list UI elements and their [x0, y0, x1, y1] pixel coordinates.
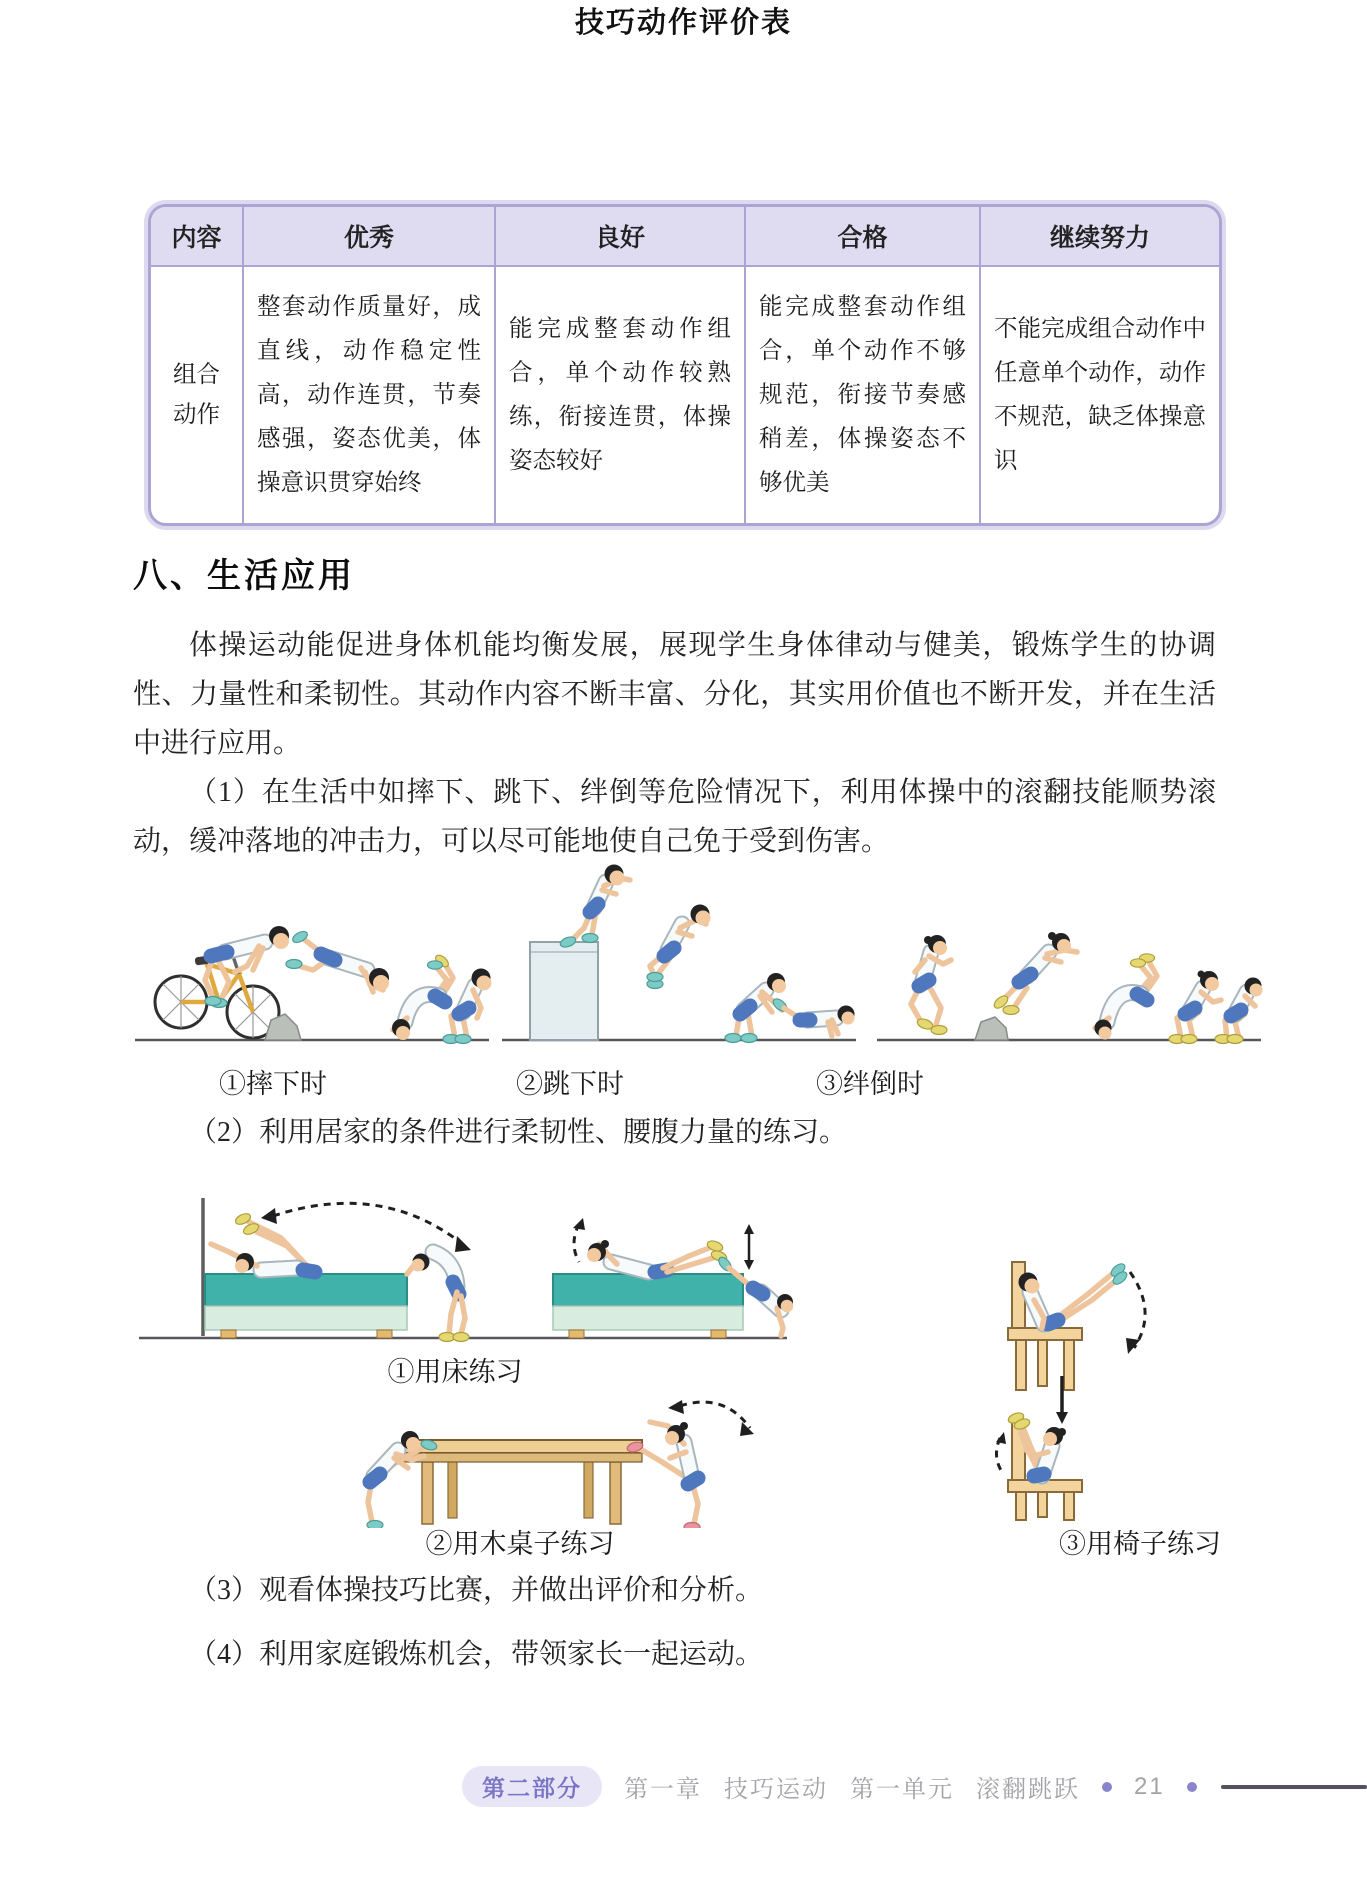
chair-practice-illustration	[988, 1228, 1288, 1523]
arc-arrow	[1130, 1272, 1145, 1348]
footer-chapter-name: 技巧运动	[724, 1776, 828, 1803]
figure-girl-superman	[587, 1239, 728, 1272]
figure-girl-rolling	[1095, 954, 1158, 1040]
col-header-pass: 合格	[745, 207, 980, 266]
figure-girl-side-stretch	[626, 1422, 700, 1528]
bed-practice-illustration	[133, 1158, 793, 1343]
paragraph-item-2: （2）利用居家的条件进行柔韧性、腰腹力量的练习。	[189, 1117, 848, 1148]
figure-girl-backbend	[407, 1252, 469, 1342]
figure-boy-rolling	[392, 953, 453, 1040]
bed-1	[205, 1274, 407, 1338]
figure-girl-crouch-1	[1169, 971, 1221, 1044]
tripping-illustration	[875, 850, 1265, 1050]
cell-effort: 不能完成组合动作中任意单个动作，动作不规范，缺乏体操意识	[980, 266, 1219, 523]
footer-dot	[1102, 1782, 1112, 1792]
caption-bed: ①用床练习	[387, 1357, 523, 1387]
fall-from-bike-illustration	[133, 850, 493, 1050]
paragraph-item-4: （4）利用家庭锻炼机会，带领家长一起运动。	[189, 1639, 764, 1670]
caption-trip: ③绊倒时	[816, 1069, 924, 1099]
figure-girl-running	[911, 935, 951, 1035]
cell-pass: 能完成整套动作组合，单个动作不够规范，衔接节奏感稍差，体操姿态不够优美	[745, 266, 980, 523]
paragraph-item-3: （3）观看体操技巧比赛，并做出评价和分析。	[189, 1575, 764, 1606]
footer-chapter: 第一章	[624, 1776, 702, 1803]
col-header-effort: 继续努力	[980, 207, 1219, 266]
caption-fall: ①摔下时	[219, 1069, 327, 1099]
caption-table: ②用木桌子练习	[425, 1529, 615, 1559]
arc-arrow	[273, 1203, 465, 1246]
table-practice-illustration	[330, 1378, 760, 1528]
footer-rule	[1221, 1785, 1367, 1789]
table-header-row	[151, 207, 1219, 266]
footer-unit-name: 滚翻跳跃	[976, 1776, 1080, 1803]
wooden-table	[402, 1440, 642, 1524]
box	[530, 942, 598, 1040]
bed-2	[553, 1274, 743, 1338]
page-footer	[462, 1766, 1367, 1807]
cell-excellent: 整套动作质量好，成直线，动作稳定性高，动作连贯，节奏感强，姿态优美，体操意识贯穿始终	[243, 266, 495, 523]
caption-chair: ③用椅子练习	[1059, 1529, 1221, 1559]
evaluation-table	[148, 204, 1222, 526]
small-arc-arrow	[996, 1438, 1002, 1472]
section-heading: 八、生活应用	[133, 557, 355, 595]
part-badge: 第二部分	[462, 1766, 602, 1807]
paragraph-intro: 体操运动能促进身体机能均衡发展，展现学生身体律动与健美，锻炼学生的协调性、力量性和柔韧性。其动作内容不断丰富、分化，其实用价值也不断开发，并在生活中进行应用。	[133, 630, 1216, 759]
col-header-content: 内容	[151, 207, 243, 266]
paragraph-item-1: （1）在生活中如摔下、跳下、绊倒等危险情况下，利用体操中的滚翻技能顺势滚动，缓冲落地的冲击力，可以尽可能地使自己免于受到伤害。	[133, 777, 1216, 857]
table-title: 技巧动作评价表	[574, 7, 792, 39]
figure-girl-diving	[992, 932, 1077, 1015]
caption-jump: ②跳下时	[516, 1069, 624, 1099]
footer-dot	[1187, 1782, 1197, 1792]
jump-from-box-illustration	[500, 850, 860, 1050]
footer-unit: 第一单元	[850, 1776, 954, 1803]
col-header-excellent: 优秀	[243, 207, 495, 266]
updown-arrow	[744, 1224, 754, 1270]
row-label-cell: 组合动作	[173, 362, 220, 428]
figure-boy-leaping	[559, 865, 630, 949]
rock	[265, 1014, 301, 1040]
figure-boy-plank-roll	[771, 996, 855, 1036]
figure-girl-crouch-2	[1215, 978, 1263, 1044]
figure-boy-flying	[286, 929, 389, 992]
table-row	[151, 266, 1219, 523]
bicycle	[155, 955, 279, 1038]
arc-arrow	[680, 1402, 750, 1428]
figure-girl-plow-pose	[211, 1212, 315, 1273]
rock	[975, 1017, 1008, 1040]
col-header-good: 良好	[495, 207, 745, 266]
small-arc-arrow	[574, 1224, 579, 1262]
figure-boy-vsit	[1019, 1261, 1130, 1328]
page-number: 21	[1134, 1772, 1165, 1800]
cell-good: 能完成整套动作组合，单个动作较熟练，衔接连贯，体操姿态较好	[495, 266, 745, 523]
figure-boy-midair	[647, 905, 711, 989]
